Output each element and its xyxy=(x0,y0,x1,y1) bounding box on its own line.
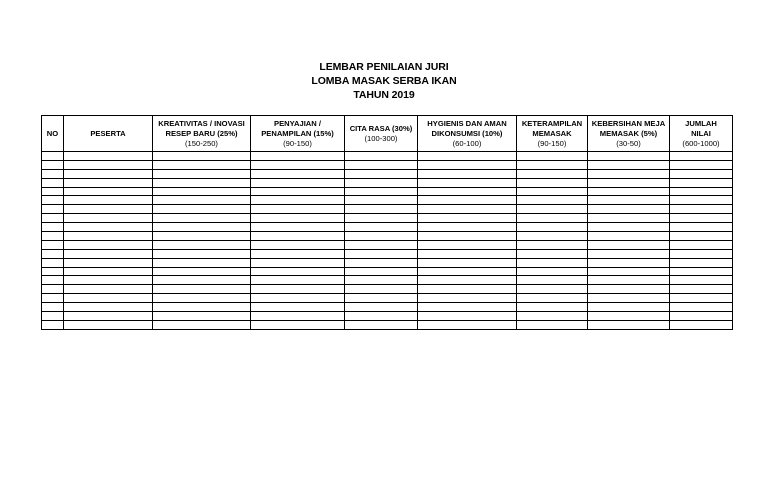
table-cell-jumlah-nilai[interactable] xyxy=(670,223,733,232)
table-cell-penyajian[interactable] xyxy=(251,258,345,267)
table-cell-cita-rasa[interactable] xyxy=(345,223,418,232)
table-cell-kebersihan[interactable] xyxy=(588,303,670,312)
column-header-no xyxy=(42,116,64,152)
table-cell-no[interactable] xyxy=(42,312,64,321)
table-row xyxy=(42,232,733,241)
table-cell-hygienis[interactable] xyxy=(418,312,517,321)
column-header-line: HYGIENIS DAN AMAN xyxy=(427,118,507,128)
table-cell-kreativitas[interactable] xyxy=(153,303,251,312)
table-cell-kreativitas[interactable] xyxy=(153,232,251,241)
table-cell-peserta[interactable] xyxy=(64,160,153,169)
table-cell-penyajian[interactable] xyxy=(251,232,345,241)
table-cell-keterampilan[interactable] xyxy=(517,223,588,232)
column-header-line: JUMLAH xyxy=(685,118,717,128)
table-cell-no[interactable] xyxy=(42,223,64,232)
table-row xyxy=(42,258,733,267)
table-cell-cita-rasa[interactable] xyxy=(345,294,418,303)
column-header-line: PENYAJIAN / xyxy=(274,118,321,128)
table-row xyxy=(42,294,733,303)
table-cell-no[interactable] xyxy=(42,214,64,223)
table-cell-kreativitas[interactable] xyxy=(153,205,251,214)
table-cell-peserta[interactable] xyxy=(64,267,153,276)
column-header-line: RESEP BARU (25%) xyxy=(165,128,238,138)
table-cell-kebersihan[interactable] xyxy=(588,285,670,294)
table-cell-kebersihan[interactable] xyxy=(588,312,670,321)
table-cell-hygienis[interactable] xyxy=(418,294,517,303)
table-cell-jumlah-nilai[interactable] xyxy=(670,312,733,321)
table-cell-cita-rasa[interactable] xyxy=(345,320,418,329)
table-cell-kreativitas[interactable] xyxy=(153,240,251,249)
column-header-line: NO xyxy=(46,128,59,138)
table-cell-keterampilan[interactable] xyxy=(517,312,588,321)
table-cell-no[interactable] xyxy=(42,258,64,267)
table-cell-kebersihan[interactable] xyxy=(588,320,670,329)
table-row xyxy=(42,187,733,196)
table-row xyxy=(42,223,733,232)
table-cell-jumlah-nilai[interactable] xyxy=(670,160,733,169)
table-cell-no[interactable] xyxy=(42,152,64,161)
table-cell-hygienis[interactable] xyxy=(418,205,517,214)
column-header-peserta xyxy=(64,116,153,152)
column-header-keterampilan xyxy=(517,116,588,152)
column-header-line: KREATIVITAS / INOVASI xyxy=(158,118,245,128)
table-row xyxy=(42,196,733,205)
table-cell-jumlah-nilai[interactable] xyxy=(670,294,733,303)
table-cell-kreativitas[interactable] xyxy=(153,285,251,294)
table-cell-keterampilan[interactable] xyxy=(517,285,588,294)
table-cell-peserta[interactable] xyxy=(64,294,153,303)
table-row xyxy=(42,249,733,258)
table-cell-no[interactable] xyxy=(42,240,64,249)
table-cell-peserta[interactable] xyxy=(64,152,153,161)
column-header-hygienis xyxy=(418,116,517,152)
table-cell-penyajian[interactable] xyxy=(251,205,345,214)
table-cell-kreativitas[interactable] xyxy=(153,223,251,232)
table-cell-cita-rasa[interactable] xyxy=(345,169,418,178)
table-cell-kreativitas[interactable] xyxy=(153,160,251,169)
table-cell-keterampilan[interactable] xyxy=(517,267,588,276)
table-cell-jumlah-nilai[interactable] xyxy=(670,187,733,196)
table-cell-peserta[interactable] xyxy=(64,249,153,258)
score-table xyxy=(41,115,733,330)
table-cell-cita-rasa[interactable] xyxy=(345,205,418,214)
table-cell-kreativitas[interactable] xyxy=(153,276,251,285)
table-row xyxy=(42,267,733,276)
table-cell-cita-rasa[interactable] xyxy=(345,232,418,241)
table-cell-jumlah-nilai[interactable] xyxy=(670,285,733,294)
table-cell-no[interactable] xyxy=(42,303,64,312)
table-row xyxy=(42,205,733,214)
table-row xyxy=(42,169,733,178)
table-cell-penyajian[interactable] xyxy=(251,223,345,232)
column-header-jumlah-nilai xyxy=(670,116,733,152)
table-cell-keterampilan[interactable] xyxy=(517,276,588,285)
table-row xyxy=(42,320,733,329)
table-cell-kebersihan[interactable] xyxy=(588,152,670,161)
table-cell-keterampilan[interactable] xyxy=(517,160,588,169)
table-cell-no[interactable] xyxy=(42,285,64,294)
table-cell-peserta[interactable] xyxy=(64,285,153,294)
table-cell-jumlah-nilai[interactable] xyxy=(670,240,733,249)
column-header-line: PENAMPILAN (15%) xyxy=(261,128,334,138)
table-cell-jumlah-nilai[interactable] xyxy=(670,152,733,161)
table-cell-peserta[interactable] xyxy=(64,312,153,321)
table-cell-kebersihan[interactable] xyxy=(588,232,670,241)
table-cell-kreativitas[interactable] xyxy=(153,258,251,267)
table-cell-jumlah-nilai[interactable] xyxy=(670,169,733,178)
table-cell-hygienis[interactable] xyxy=(418,258,517,267)
table-cell-penyajian[interactable] xyxy=(251,152,345,161)
table-cell-hygienis[interactable] xyxy=(418,303,517,312)
table-cell-cita-rasa[interactable] xyxy=(345,267,418,276)
table-cell-jumlah-nilai[interactable] xyxy=(670,249,733,258)
table-cell-peserta[interactable] xyxy=(64,232,153,241)
table-cell-jumlah-nilai[interactable] xyxy=(670,214,733,223)
table-cell-keterampilan[interactable] xyxy=(517,320,588,329)
table-cell-penyajian[interactable] xyxy=(251,169,345,178)
table-cell-jumlah-nilai[interactable] xyxy=(670,276,733,285)
table-cell-no[interactable] xyxy=(42,267,64,276)
table-cell-penyajian[interactable] xyxy=(251,249,345,258)
table-cell-hygienis[interactable] xyxy=(418,160,517,169)
table-cell-kebersihan[interactable] xyxy=(588,294,670,303)
table-cell-hygienis[interactable] xyxy=(418,152,517,161)
table-row xyxy=(42,178,733,187)
table-cell-cita-rasa[interactable] xyxy=(345,258,418,267)
table-cell-cita-rasa[interactable] xyxy=(345,214,418,223)
column-header-line: NILAI xyxy=(691,128,711,138)
table-cell-keterampilan[interactable] xyxy=(517,196,588,205)
table-cell-keterampilan[interactable] xyxy=(517,240,588,249)
column-header-line: CITA RASA (30%) xyxy=(349,123,413,133)
column-header-line: DIKONSUMSI (10%) xyxy=(431,128,503,138)
column-header-line: KETERAMPILAN xyxy=(521,118,583,128)
table-cell-kreativitas[interactable] xyxy=(153,312,251,321)
table-cell-penyajian[interactable] xyxy=(251,160,345,169)
table-cell-keterampilan[interactable] xyxy=(517,205,588,214)
table-cell-cita-rasa[interactable] xyxy=(345,178,418,187)
table-cell-no[interactable] xyxy=(42,294,64,303)
table-cell-keterampilan[interactable] xyxy=(517,232,588,241)
table-cell-jumlah-nilai[interactable] xyxy=(670,320,733,329)
table-cell-kebersihan[interactable] xyxy=(588,160,670,169)
table-cell-hygienis[interactable] xyxy=(418,223,517,232)
table-cell-cita-rasa[interactable] xyxy=(345,196,418,205)
table-cell-no[interactable] xyxy=(42,196,64,205)
column-header-line: MEMASAK (5%) xyxy=(599,128,658,138)
table-cell-peserta[interactable] xyxy=(64,178,153,187)
table-cell-keterampilan[interactable] xyxy=(517,169,588,178)
table-cell-kebersihan[interactable] xyxy=(588,258,670,267)
table-row xyxy=(42,214,733,223)
column-header-kreativitas xyxy=(153,116,251,152)
table-cell-cita-rasa[interactable] xyxy=(345,249,418,258)
table-cell-jumlah-nilai[interactable] xyxy=(670,258,733,267)
table-cell-peserta[interactable] xyxy=(64,196,153,205)
table-cell-kebersihan[interactable] xyxy=(588,276,670,285)
table-cell-no[interactable] xyxy=(42,232,64,241)
table-cell-keterampilan[interactable] xyxy=(517,294,588,303)
table-cell-hygienis[interactable] xyxy=(418,267,517,276)
table-cell-kebersihan[interactable] xyxy=(588,187,670,196)
table-cell-kebersihan[interactable] xyxy=(588,196,670,205)
table-cell-cita-rasa[interactable] xyxy=(345,276,418,285)
table-cell-kebersihan[interactable] xyxy=(588,240,670,249)
table-cell-kebersihan[interactable] xyxy=(588,223,670,232)
column-header-penyajian xyxy=(251,116,345,152)
table-cell-kebersihan[interactable] xyxy=(588,214,670,223)
table-cell-cita-rasa[interactable] xyxy=(345,160,418,169)
table-cell-jumlah-nilai[interactable] xyxy=(670,205,733,214)
table-cell-peserta[interactable] xyxy=(64,258,153,267)
table-cell-peserta[interactable] xyxy=(64,303,153,312)
table-cell-kreativitas[interactable] xyxy=(153,249,251,258)
table-cell-hygienis[interactable] xyxy=(418,276,517,285)
table-cell-kreativitas[interactable] xyxy=(153,152,251,161)
table-cell-peserta[interactable] xyxy=(64,214,153,223)
table-cell-penyajian[interactable] xyxy=(251,294,345,303)
table-row xyxy=(42,276,733,285)
title-line-3: TAHUN 2019 xyxy=(353,89,415,101)
table-cell-no[interactable] xyxy=(42,320,64,329)
column-header-kebersihan xyxy=(588,116,670,152)
column-header-line: (60-100) xyxy=(452,138,482,148)
table-body xyxy=(42,152,733,330)
table-cell-peserta[interactable] xyxy=(64,223,153,232)
table-cell-peserta[interactable] xyxy=(64,240,153,249)
table-cell-keterampilan[interactable] xyxy=(517,187,588,196)
table-cell-jumlah-nilai[interactable] xyxy=(670,196,733,205)
table-cell-cita-rasa[interactable] xyxy=(345,152,418,161)
title-line-1: LEMBAR PENILAIAN JURI xyxy=(319,61,449,73)
table-cell-penyajian[interactable] xyxy=(251,312,345,321)
table-cell-hygienis[interactable] xyxy=(418,196,517,205)
document-title xyxy=(0,60,768,102)
table-cell-cita-rasa[interactable] xyxy=(345,285,418,294)
table-cell-cita-rasa[interactable] xyxy=(345,312,418,321)
table-cell-kebersihan[interactable] xyxy=(588,249,670,258)
table-cell-cita-rasa[interactable] xyxy=(345,240,418,249)
column-header-line: (100-300) xyxy=(364,133,398,143)
table-cell-hygienis[interactable] xyxy=(418,187,517,196)
table-cell-kreativitas[interactable] xyxy=(153,169,251,178)
table-cell-hygienis[interactable] xyxy=(418,320,517,329)
table-cell-jumlah-nilai[interactable] xyxy=(670,178,733,187)
table-cell-kreativitas[interactable] xyxy=(153,187,251,196)
table-cell-keterampilan[interactable] xyxy=(517,249,588,258)
column-header-line: KEBERSIHAN MEJA xyxy=(591,118,666,128)
column-header-line: MEMASAK xyxy=(532,128,572,138)
table-cell-penyajian[interactable] xyxy=(251,178,345,187)
table-cell-penyajian[interactable] xyxy=(251,276,345,285)
table-cell-kebersihan[interactable] xyxy=(588,205,670,214)
table-row xyxy=(42,312,733,321)
table-cell-penyajian[interactable] xyxy=(251,214,345,223)
table-cell-peserta[interactable] xyxy=(64,320,153,329)
table-cell-keterampilan[interactable] xyxy=(517,258,588,267)
table-cell-jumlah-nilai[interactable] xyxy=(670,303,733,312)
table-cell-keterampilan[interactable] xyxy=(517,303,588,312)
column-header-line: (30-50) xyxy=(616,138,641,148)
table-cell-hygienis[interactable] xyxy=(418,178,517,187)
table-cell-kreativitas[interactable] xyxy=(153,196,251,205)
table-cell-peserta[interactable] xyxy=(64,276,153,285)
table-row xyxy=(42,240,733,249)
table-cell-kreativitas[interactable] xyxy=(153,320,251,329)
table-cell-peserta[interactable] xyxy=(64,187,153,196)
table-row xyxy=(42,303,733,312)
table-cell-peserta[interactable] xyxy=(64,169,153,178)
table-cell-no[interactable] xyxy=(42,205,64,214)
column-header-line: (90-150) xyxy=(537,138,567,148)
column-header-line: PESERTA xyxy=(90,128,126,138)
table-cell-no[interactable] xyxy=(42,249,64,258)
table-cell-hygienis[interactable] xyxy=(418,240,517,249)
table-cell-keterampilan[interactable] xyxy=(517,214,588,223)
table-cell-kreativitas[interactable] xyxy=(153,214,251,223)
table-cell-penyajian[interactable] xyxy=(251,303,345,312)
table-cell-cita-rasa[interactable] xyxy=(345,303,418,312)
table-cell-kreativitas[interactable] xyxy=(153,294,251,303)
table-cell-hygienis[interactable] xyxy=(418,285,517,294)
table-cell-hygienis[interactable] xyxy=(418,169,517,178)
table-cell-kebersihan[interactable] xyxy=(588,267,670,276)
table-cell-kebersihan[interactable] xyxy=(588,178,670,187)
table-cell-no[interactable] xyxy=(42,187,64,196)
table-cell-kreativitas[interactable] xyxy=(153,178,251,187)
table-cell-jumlah-nilai[interactable] xyxy=(670,267,733,276)
table-cell-kreativitas[interactable] xyxy=(153,267,251,276)
table-cell-penyajian[interactable] xyxy=(251,187,345,196)
table-row xyxy=(42,160,733,169)
table-row xyxy=(42,285,733,294)
column-header-line: (150-250) xyxy=(185,138,218,148)
table-cell-penyajian[interactable] xyxy=(251,320,345,329)
table-cell-penyajian[interactable] xyxy=(251,285,345,294)
table-cell-keterampilan[interactable] xyxy=(517,178,588,187)
table-cell-cita-rasa[interactable] xyxy=(345,187,418,196)
table-cell-no[interactable] xyxy=(42,178,64,187)
table-cell-no[interactable] xyxy=(42,276,64,285)
table-cell-no[interactable] xyxy=(42,160,64,169)
table-cell-hygienis[interactable] xyxy=(418,249,517,258)
table-cell-penyajian[interactable] xyxy=(251,267,345,276)
table-header-row xyxy=(42,116,733,152)
table-cell-hygienis[interactable] xyxy=(418,232,517,241)
table-cell-penyajian[interactable] xyxy=(251,196,345,205)
title-line-2: LOMBA MASAK SERBA IKAN xyxy=(311,75,457,87)
table-cell-no[interactable] xyxy=(42,169,64,178)
table-cell-peserta[interactable] xyxy=(64,205,153,214)
table-cell-kebersihan[interactable] xyxy=(588,169,670,178)
column-header-line: (600-1000) xyxy=(682,138,720,148)
table-row xyxy=(42,152,733,161)
table-cell-keterampilan[interactable] xyxy=(517,152,588,161)
table-cell-hygienis[interactable] xyxy=(418,214,517,223)
column-header-line: (90-150) xyxy=(283,138,312,148)
table-cell-jumlah-nilai[interactable] xyxy=(670,232,733,241)
column-header-cita-rasa xyxy=(345,116,418,152)
table-cell-penyajian[interactable] xyxy=(251,240,345,249)
